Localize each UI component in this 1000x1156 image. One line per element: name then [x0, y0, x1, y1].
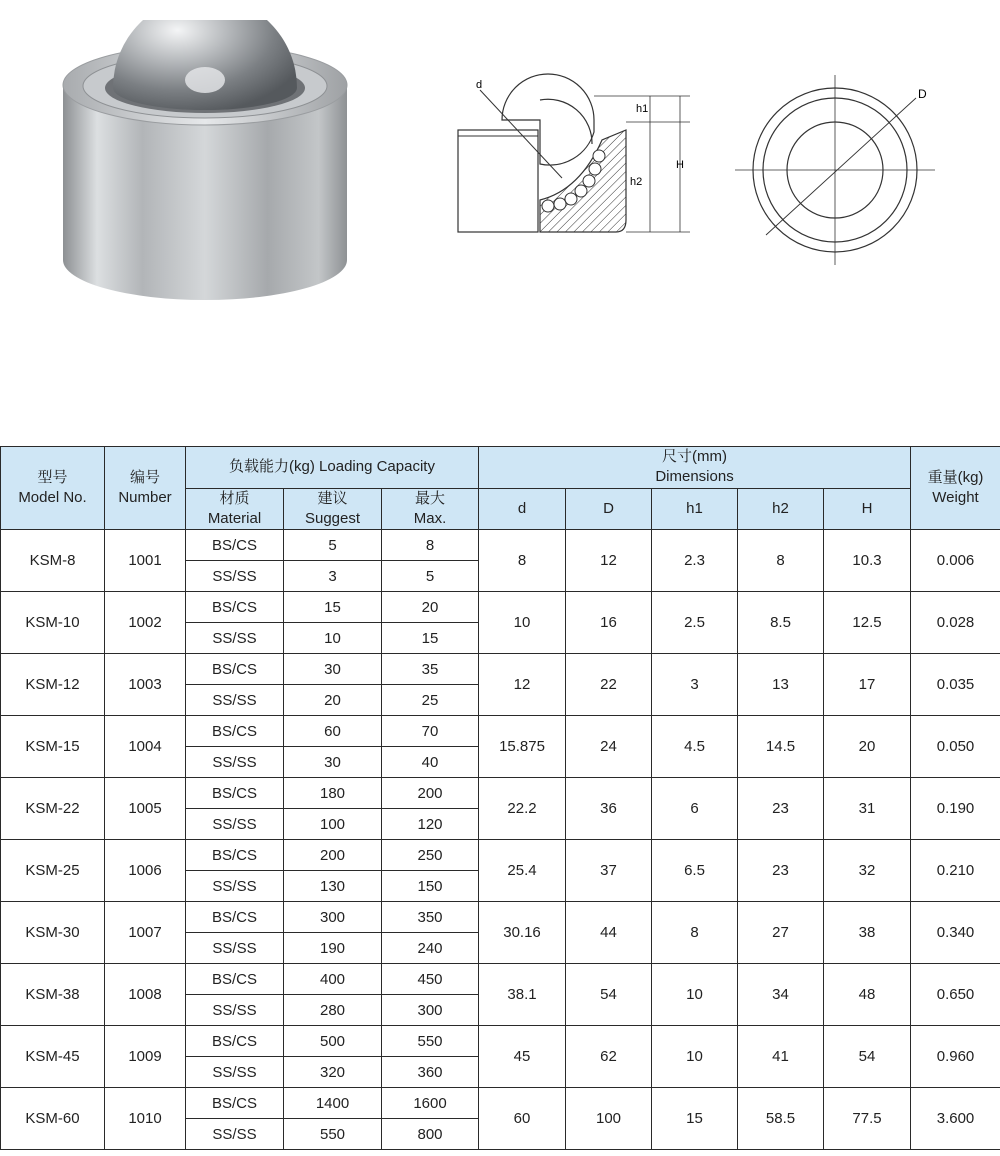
- suggest-cell: 300: [284, 902, 382, 933]
- table-row: [1, 964, 1000, 995]
- dim-d-cell: 12: [479, 654, 566, 716]
- material-cell: BS/CS: [186, 716, 284, 747]
- illustration-area: [0, 0, 1000, 440]
- header-max: 最大 Max.: [382, 488, 479, 530]
- dim-h1-cell: 6: [652, 778, 738, 840]
- suggest-cell: 60: [284, 716, 382, 747]
- dim-h2-cell: 14.5: [738, 716, 824, 778]
- model-cell: KSM-25: [1, 840, 105, 902]
- dim-H-cell: 12.5: [824, 592, 911, 654]
- dim-h2-cell: 23: [738, 840, 824, 902]
- max-cell: 300: [382, 995, 479, 1026]
- suggest-cell: 200: [284, 840, 382, 871]
- dim-d-cell: 25.4: [479, 840, 566, 902]
- dim-h2-cell: 34: [738, 964, 824, 1026]
- weight-cell: 0.035: [911, 654, 1000, 716]
- model-cell: KSM-15: [1, 716, 105, 778]
- header-suggest: 建议 Suggest: [284, 488, 382, 530]
- weight-cell: 0.210: [911, 840, 1000, 902]
- dim-d-cell: 22.2: [479, 778, 566, 840]
- model-cell: KSM-60: [1, 1088, 105, 1150]
- dim-D-cell: 62: [566, 1026, 652, 1088]
- max-cell: 250: [382, 840, 479, 871]
- model-cell: KSM-30: [1, 902, 105, 964]
- weight-cell: 0.190: [911, 778, 1000, 840]
- dim-h1-cell: 15: [652, 1088, 738, 1150]
- suggest-cell: 180: [284, 778, 382, 809]
- label-d: d: [476, 79, 483, 91]
- dim-H-cell: 20: [824, 716, 911, 778]
- dim-h1-cell: 2.5: [652, 592, 738, 654]
- dim-h2-cell: 23: [738, 778, 824, 840]
- table-row: [1, 840, 1000, 871]
- dim-D-cell: 100: [566, 1088, 652, 1150]
- material-cell: SS/SS: [186, 685, 284, 716]
- max-cell: 120: [382, 809, 479, 840]
- table-row: [1, 902, 1000, 933]
- max-cell: 800: [382, 1119, 479, 1150]
- dim-h1-cell: 10: [652, 964, 738, 1026]
- suggest-cell: 1400: [284, 1088, 382, 1119]
- suggest-cell: 20: [284, 685, 382, 716]
- header-row-1: [1, 447, 1000, 489]
- material-cell: SS/SS: [186, 809, 284, 840]
- number-cell: 1006: [105, 840, 186, 902]
- number-cell: 1001: [105, 530, 186, 592]
- model-cell: KSM-10: [1, 592, 105, 654]
- number-cell: 1005: [105, 778, 186, 840]
- max-cell: 5: [382, 561, 479, 592]
- dim-D-cell: 16: [566, 592, 652, 654]
- max-cell: 15: [382, 623, 479, 654]
- header-loading-capacity: 负载能力(kg) Loading Capacity: [186, 447, 479, 489]
- dim-h1-cell: 10: [652, 1026, 738, 1088]
- dim-H-cell: 32: [824, 840, 911, 902]
- material-cell: SS/SS: [186, 995, 284, 1026]
- model-cell: KSM-22: [1, 778, 105, 840]
- number-cell: 1004: [105, 716, 186, 778]
- material-cell: SS/SS: [186, 623, 284, 654]
- suggest-cell: 190: [284, 933, 382, 964]
- spec-table: [0, 446, 1000, 1150]
- suggest-cell: 15: [284, 592, 382, 623]
- suggest-cell: 10: [284, 623, 382, 654]
- header-h1: h1: [652, 488, 738, 530]
- max-cell: 1600: [382, 1088, 479, 1119]
- material-cell: BS/CS: [186, 1088, 284, 1119]
- max-cell: 350: [382, 902, 479, 933]
- top-view-drawing: [730, 70, 950, 270]
- max-cell: 150: [382, 871, 479, 902]
- max-cell: 550: [382, 1026, 479, 1057]
- dim-H-cell: 10.3: [824, 530, 911, 592]
- dim-H-cell: 77.5: [824, 1088, 911, 1150]
- dim-d-cell: 15.875: [479, 716, 566, 778]
- dim-h2-cell: 8: [738, 530, 824, 592]
- dim-H-cell: 48: [824, 964, 911, 1026]
- dim-D-cell: 24: [566, 716, 652, 778]
- dim-H-cell: 38: [824, 902, 911, 964]
- material-cell: SS/SS: [186, 1057, 284, 1088]
- max-cell: 40: [382, 747, 479, 778]
- model-cell: KSM-38: [1, 964, 105, 1026]
- material-cell: BS/CS: [186, 964, 284, 995]
- material-cell: BS/CS: [186, 778, 284, 809]
- header-model: 型号 Model No.: [1, 447, 105, 530]
- number-cell: 1008: [105, 964, 186, 1026]
- label-H: H: [676, 159, 684, 171]
- dim-d-cell: 10: [479, 592, 566, 654]
- max-cell: 25: [382, 685, 479, 716]
- dim-d-cell: 38.1: [479, 964, 566, 1026]
- material-cell: BS/CS: [186, 530, 284, 561]
- table-body: [1, 530, 1000, 1150]
- suggest-cell: 100: [284, 809, 382, 840]
- dim-D-cell: 36: [566, 778, 652, 840]
- material-cell: SS/SS: [186, 747, 284, 778]
- dim-D-cell: 44: [566, 902, 652, 964]
- weight-cell: 0.050: [911, 716, 1000, 778]
- dim-h1-cell: 2.3: [652, 530, 738, 592]
- material-cell: SS/SS: [186, 1119, 284, 1150]
- max-cell: 200: [382, 778, 479, 809]
- table-row: [1, 654, 1000, 685]
- weight-cell: 3.600: [911, 1088, 1000, 1150]
- label-D: D: [918, 87, 927, 101]
- header-d: d: [479, 488, 566, 530]
- dim-H-cell: 31: [824, 778, 911, 840]
- dim-H-cell: 17: [824, 654, 911, 716]
- suggest-cell: 5: [284, 530, 382, 561]
- dim-h2-cell: 27: [738, 902, 824, 964]
- material-cell: BS/CS: [186, 654, 284, 685]
- suggest-cell: 30: [284, 747, 382, 778]
- weight-cell: 0.960: [911, 1026, 1000, 1088]
- dim-H-cell: 54: [824, 1026, 911, 1088]
- header-weight: 重量(kg) Weight: [911, 447, 1000, 530]
- number-cell: 1009: [105, 1026, 186, 1088]
- material-cell: BS/CS: [186, 902, 284, 933]
- material-cell: SS/SS: [186, 933, 284, 964]
- suggest-cell: 3: [284, 561, 382, 592]
- label-h1: h1: [636, 103, 649, 115]
- dim-d-cell: 60: [479, 1088, 566, 1150]
- weight-cell: 0.340: [911, 902, 1000, 964]
- suggest-cell: 500: [284, 1026, 382, 1057]
- model-cell: KSM-45: [1, 1026, 105, 1088]
- model-cell: KSM-12: [1, 654, 105, 716]
- table-row: [1, 530, 1000, 561]
- dim-d-cell: 45: [479, 1026, 566, 1088]
- material-cell: SS/SS: [186, 561, 284, 592]
- max-cell: 240: [382, 933, 479, 964]
- dim-h1-cell: 4.5: [652, 716, 738, 778]
- dim-h1-cell: 3: [652, 654, 738, 716]
- material-cell: SS/SS: [186, 871, 284, 902]
- product-photo: [55, 20, 355, 320]
- table-row: [1, 592, 1000, 623]
- suggest-cell: 400: [284, 964, 382, 995]
- material-cell: BS/CS: [186, 592, 284, 623]
- max-cell: 450: [382, 964, 479, 995]
- table-row: [1, 1026, 1000, 1057]
- dim-h1-cell: 6.5: [652, 840, 738, 902]
- dim-D-cell: 37: [566, 840, 652, 902]
- header-material: 材质 Material: [186, 488, 284, 530]
- header-H: H: [824, 488, 911, 530]
- suggest-cell: 320: [284, 1057, 382, 1088]
- header-dimensions: 尺寸(mm) Dimensions: [479, 447, 911, 489]
- dim-h1-cell: 8: [652, 902, 738, 964]
- suggest-cell: 280: [284, 995, 382, 1026]
- suggest-cell: 30: [284, 654, 382, 685]
- dim-h2-cell: 13: [738, 654, 824, 716]
- max-cell: 8: [382, 530, 479, 561]
- number-cell: 1003: [105, 654, 186, 716]
- model-cell: KSM-8: [1, 530, 105, 592]
- dim-h2-cell: 41: [738, 1026, 824, 1088]
- suggest-cell: 550: [284, 1119, 382, 1150]
- number-cell: 1010: [105, 1088, 186, 1150]
- number-cell: 1007: [105, 902, 186, 964]
- table-row: [1, 1088, 1000, 1119]
- dim-d-cell: 30.16: [479, 902, 566, 964]
- max-cell: 20: [382, 592, 479, 623]
- cross-section-drawing: [440, 60, 700, 250]
- dim-h2-cell: 8.5: [738, 592, 824, 654]
- max-cell: 360: [382, 1057, 479, 1088]
- header-number: 编号 Number: [105, 447, 186, 530]
- material-cell: BS/CS: [186, 1026, 284, 1057]
- dim-D-cell: 12: [566, 530, 652, 592]
- label-h2: h2: [630, 176, 643, 188]
- weight-cell: 0.006: [911, 530, 1000, 592]
- max-cell: 35: [382, 654, 479, 685]
- dim-d-cell: 8: [479, 530, 566, 592]
- material-cell: BS/CS: [186, 840, 284, 871]
- dim-D-cell: 22: [566, 654, 652, 716]
- table-row: [1, 778, 1000, 809]
- weight-cell: 0.650: [911, 964, 1000, 1026]
- table-row: [1, 716, 1000, 747]
- dim-D-cell: 54: [566, 964, 652, 1026]
- max-cell: 70: [382, 716, 479, 747]
- number-cell: 1002: [105, 592, 186, 654]
- dim-h2-cell: 58.5: [738, 1088, 824, 1150]
- weight-cell: 0.028: [911, 592, 1000, 654]
- suggest-cell: 130: [284, 871, 382, 902]
- header-h2: h2: [738, 488, 824, 530]
- header-D: D: [566, 488, 652, 530]
